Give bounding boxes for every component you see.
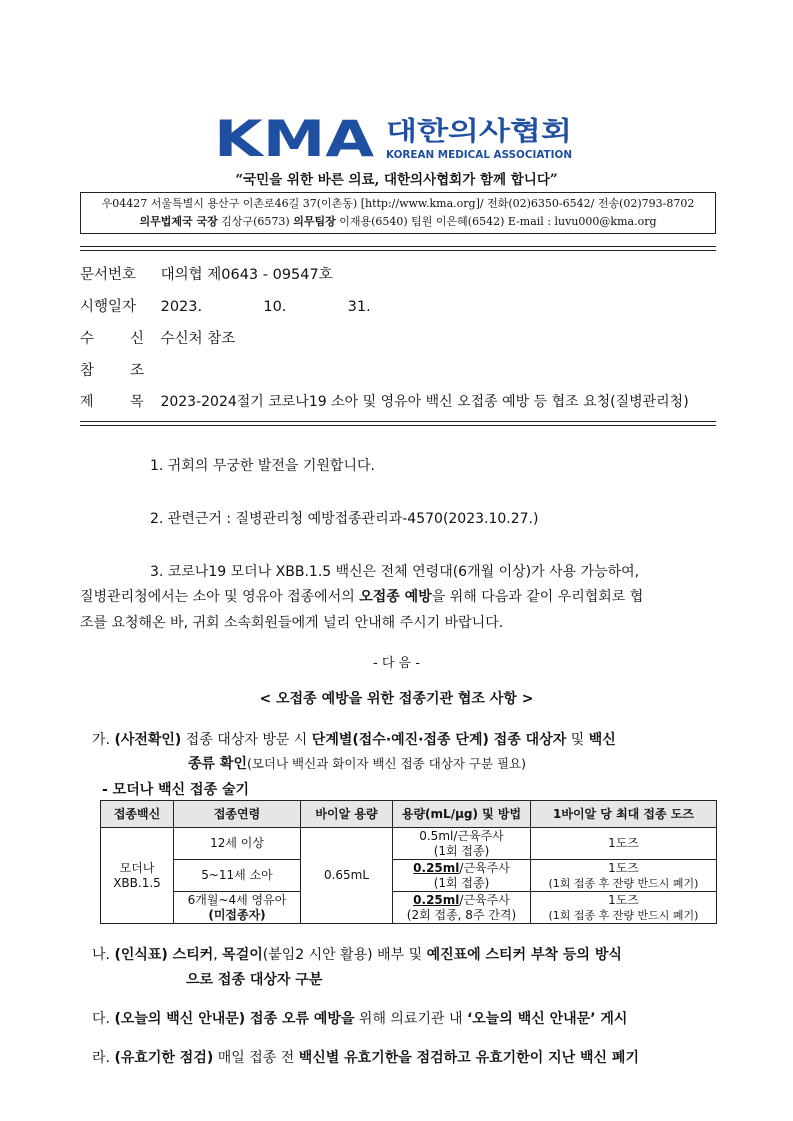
dept-title: 의무법제국 국장 bbox=[139, 215, 218, 228]
paragraph-3-line-1: 3. 코로나19 모더나 XBB.1.5 백신은 전체 연령대(6개월 이상)가 사용 가능하여, bbox=[150, 564, 640, 580]
max-note: (1회 접종 후 잔량 반드시 폐기) bbox=[548, 876, 699, 890]
item-na-b4: 으로 접종 대상자 구분 bbox=[186, 972, 323, 988]
dose-method: /근육주사 bbox=[453, 828, 504, 843]
date-row bbox=[80, 295, 371, 316]
item-ra bbox=[92, 1047, 639, 1067]
date-day: 31. bbox=[347, 299, 371, 315]
cell-age: 5~11세 소아 bbox=[174, 860, 301, 892]
dose-amount: 0.5ml bbox=[419, 828, 454, 843]
cell-max: 1도즈 bbox=[531, 828, 717, 860]
item-na-t1: , bbox=[213, 947, 223, 963]
cell-max bbox=[531, 860, 717, 892]
subject-label-1: 제 bbox=[80, 394, 94, 410]
item-ga-t1: 접종 대상자 방문 시 bbox=[181, 732, 312, 748]
item-ga-b1: (사전확인) bbox=[114, 732, 182, 748]
item-na-prefix: 나. bbox=[92, 947, 110, 963]
paragraph-3-line-2 bbox=[80, 586, 643, 606]
cell-age: 12세 이상 bbox=[174, 828, 301, 860]
divider-top bbox=[80, 246, 716, 251]
cell-vaccine bbox=[101, 828, 174, 924]
recipient: 수신처 참조 bbox=[160, 331, 236, 347]
item-ra-b1: (유효기한 점검) bbox=[114, 1050, 214, 1066]
recipient-label-1: 수 bbox=[80, 331, 95, 347]
divider-bottom bbox=[80, 421, 716, 426]
cell-dose bbox=[393, 860, 531, 892]
item-ga-b4: 종류 확인 bbox=[188, 756, 247, 772]
max-dose: 1도즈 bbox=[608, 892, 639, 907]
contact-line bbox=[81, 213, 715, 231]
p3-text-c: 을 위해 다음과 같이 우리협회로 협 bbox=[431, 589, 644, 605]
item-ga-t3: (모더나 백신과 화이자 백신 접종 대상자 구분 필요) bbox=[246, 756, 527, 771]
item-ga-b3: 백신 bbox=[588, 732, 616, 748]
cell-dose bbox=[393, 828, 531, 860]
table-row bbox=[101, 892, 717, 924]
dose-schedule: (1회 접종) bbox=[433, 875, 490, 890]
item-na-line-2 bbox=[186, 969, 322, 989]
subject-label-2: 목 bbox=[130, 394, 144, 410]
recipient-row bbox=[80, 327, 235, 348]
moderna-heading: - 모더나 백신 접종 술기 bbox=[102, 782, 250, 798]
vaccine-name-2: XBB.1.5 bbox=[113, 875, 161, 890]
dose-schedule: (2회 접종, 8주 간격) bbox=[406, 907, 517, 922]
doc-number-label: 문서번호 bbox=[80, 267, 137, 283]
item-na-b1: (인식표) 스티커 bbox=[114, 947, 214, 963]
p3-text-a: 질병관리청에서는 소아 및 영유아 접종에서의 bbox=[80, 589, 360, 605]
kma-logo bbox=[214, 114, 574, 162]
item-da-t1: 위해 의료기관 내 bbox=[354, 1011, 467, 1027]
reference-row bbox=[80, 359, 144, 380]
header-vaccine: 접종백신 bbox=[101, 801, 174, 828]
cell-vial: 0.65mL bbox=[301, 828, 393, 924]
item-da bbox=[92, 1008, 627, 1028]
team-person: 이재용(6540) 팀원 이은혜(6542) E-mail : luvu000@kma.org bbox=[339, 215, 657, 228]
p3-emphasis: 오접종 예방 bbox=[359, 589, 432, 605]
address-line: 우04427 서울특별시 용산구 이촌로46길 37(이촌동) [http://www.kma.org]/ 전화(02)6350-6542/ 전송(02)793-8702 bbox=[101, 197, 695, 210]
header-max: 1바이알 당 최대 접종 도즈 bbox=[531, 801, 717, 828]
subject: 2023-2024절기 코로나19 소아 및 영유아 백신 오접종 예방 등 협조 요청(질병관리청) bbox=[160, 394, 689, 410]
section-title: < 오접종 예방을 위한 접종기관 협조 사항 > bbox=[259, 691, 534, 707]
cell-max bbox=[531, 892, 717, 924]
daum-heading: - 다 음 - bbox=[373, 656, 420, 671]
date-label: 시행일자 bbox=[80, 299, 137, 315]
vaccine-name-1: 모더나 bbox=[119, 860, 155, 875]
item-na-line-1 bbox=[92, 944, 622, 964]
item-ga-prefix: 가. bbox=[92, 732, 110, 748]
item-ra-t1: 매일 접종 전 bbox=[213, 1050, 299, 1066]
team-title: 의무팀장 bbox=[293, 215, 336, 228]
cell-age bbox=[174, 892, 301, 924]
max-dose: 1도즈 bbox=[608, 860, 639, 875]
item-ga-t2: 및 bbox=[566, 732, 589, 748]
header-dose: 용량(mL/μg) 및 방법 bbox=[393, 801, 531, 828]
recipient-label-2: 신 bbox=[130, 331, 145, 347]
dose-amount: 0.25ml bbox=[413, 860, 460, 875]
table-row bbox=[101, 828, 717, 860]
item-na-b2: 목걸이 bbox=[222, 947, 263, 963]
item-ga-line-1 bbox=[92, 729, 616, 749]
subject-row bbox=[80, 391, 689, 411]
item-ga-line-2 bbox=[188, 753, 526, 773]
slogan: “국민을 위한 바른 의료, 대한의사협회가 함께 합니다” bbox=[235, 172, 558, 188]
vaccine-dose-table bbox=[100, 800, 717, 924]
dose-method: /근육주사 bbox=[459, 860, 510, 875]
max-note: (1회 접종 후 잔량 반드시 폐기) bbox=[548, 908, 699, 922]
dose-schedule: (1회 접종) bbox=[433, 843, 490, 858]
doc-number: 대의협 제0643 - 09547호 bbox=[160, 267, 333, 283]
dose-method: /근육주사 bbox=[459, 892, 510, 907]
item-na-b3: 예진표에 스티커 부착 등의 방식 bbox=[426, 947, 622, 963]
table-row bbox=[101, 860, 717, 892]
item-na-t2: (붙임2 시안 활용) 배부 및 bbox=[262, 947, 427, 963]
dose-amount: 0.25ml bbox=[413, 892, 460, 907]
age-range: 6개월~4세 영유아 bbox=[187, 892, 287, 907]
item-ga-b2: 단계별(접수·예진·접종 단계) 접종 대상자 bbox=[311, 732, 567, 748]
logo-org-en: KOREAN MEDICAL ASSOCIATION bbox=[386, 148, 572, 161]
item-da-b1: (오늘의 백신 안내문) 접종 오류 예방을 bbox=[114, 1011, 355, 1027]
date-year: 2023. bbox=[160, 299, 203, 315]
item-ra-prefix: 라. bbox=[92, 1050, 110, 1066]
item-da-prefix: 다. bbox=[92, 1011, 110, 1027]
logo-org-kr: 대한의사협회 bbox=[386, 117, 537, 147]
cell-dose bbox=[393, 892, 531, 924]
paragraph-3-line-3: 조를 요청해온 바, 귀회 소속회원들에게 널리 안내해 주시기 바랍니다. bbox=[80, 615, 504, 631]
header-age: 접종연령 bbox=[174, 801, 301, 828]
paragraph-1: 1. 귀회의 무궁한 발전을 기원합니다. bbox=[150, 458, 375, 474]
date-month: 10. bbox=[263, 299, 287, 315]
reference-label-2: 조 bbox=[130, 363, 145, 379]
paragraph-2: 2. 관련근거 : 질병관리청 예방접종관리과-4570(2023.10.27.) bbox=[150, 511, 539, 527]
item-ra-b2: 백신별 유효기한을 점검하고 유효기한이 지난 백신 폐기 bbox=[298, 1050, 639, 1066]
dept-person: 김상구(6573) bbox=[221, 215, 290, 228]
age-note: (미접종자) bbox=[208, 907, 266, 922]
reference-label-1: 참 bbox=[80, 363, 95, 379]
doc-number-row bbox=[80, 263, 333, 284]
table-header-row bbox=[101, 801, 717, 828]
logo-kma-text: KMA bbox=[214, 114, 375, 162]
address-box bbox=[80, 192, 716, 234]
item-da-b2: ‘오늘의 백신 안내문’ 게시 bbox=[466, 1011, 628, 1027]
header-vial: 바이알 용량 bbox=[301, 801, 393, 828]
